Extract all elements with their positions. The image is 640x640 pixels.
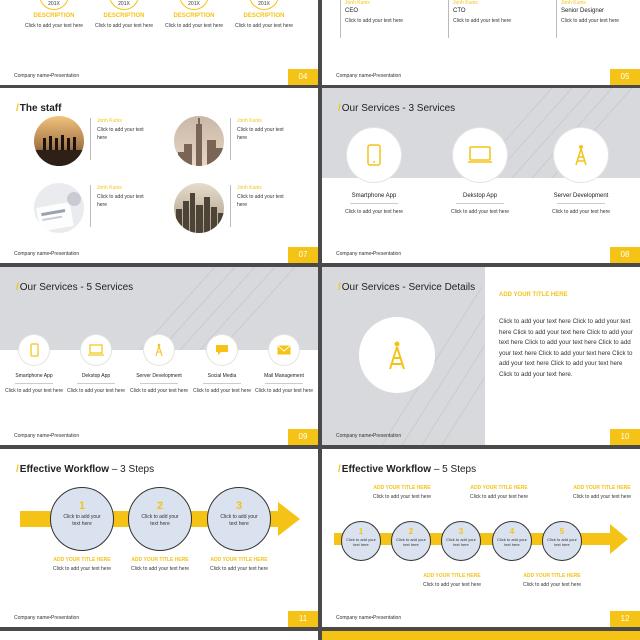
service-text: Click to add your text here: [551, 209, 611, 215]
slide-09[interactable]: [0, 267, 318, 445]
service-item: [4, 335, 64, 395]
step-heading: ADD YOUR TITLE HERE: [373, 485, 431, 491]
staff-info: [230, 118, 290, 160]
staff-photo: [174, 116, 224, 166]
column-heading: DESCRIPTION: [243, 13, 285, 19]
service-circle: [207, 335, 237, 365]
slide-11[interactable]: [0, 449, 318, 627]
year-badge: 201X: [109, 0, 139, 10]
step-number: 1: [78, 500, 86, 512]
smartphone-icon: [30, 343, 39, 357]
workflow-step: [128, 487, 192, 551]
service-text: Click to add your text here: [4, 388, 64, 394]
divider: [15, 383, 53, 384]
slide-title: /Effective Workflow – 3 Steps: [16, 464, 155, 475]
smartphone-icon: [367, 144, 381, 166]
column-heading: DESCRIPTION: [33, 13, 75, 19]
service-text: Click to add your text here: [254, 388, 314, 394]
service-circle: [453, 128, 507, 182]
page-number: 09: [288, 429, 318, 445]
timeline-column: [94, 0, 154, 30]
staff-name: Jonh Kunis: [237, 118, 262, 124]
team-member: [556, 0, 634, 38]
step-caption: Click to add your text here: [209, 566, 269, 572]
member-name: Jonh Kunis: [561, 0, 586, 6]
step-heading: ADD YOUR TITLE HERE: [423, 573, 481, 579]
year-badge: 201X: [249, 0, 279, 10]
tower-icon: [573, 144, 589, 166]
slide-04[interactable]: [0, 0, 318, 85]
detail-body: Click to add your text here Click to add your text here Click to add your text here Click to add your text here Click to add your text here Click to add your text here Click to add your text here Click to add your text here Click to add your text here Click to add your text here.: [499, 318, 633, 378]
step-heading: ADD YOUR TITLE HERE: [470, 485, 528, 491]
slide-title: /Our Services - Service Details: [338, 282, 476, 293]
staff-info: [90, 185, 150, 227]
step-label: [412, 573, 492, 589]
step-heading: ADD YOUR TITLE HERE: [53, 557, 111, 563]
slide-title: /The staff: [16, 103, 62, 114]
workflow-step: [441, 521, 481, 561]
footer-text: Company name•Presentation: [14, 251, 80, 257]
column-heading: DESCRIPTION: [173, 13, 215, 19]
step-caption: Click to add your text here: [130, 566, 190, 572]
step-heading: ADD YOUR TITLE HERE: [131, 557, 189, 563]
staff-info: [230, 185, 290, 227]
slide-title: /Our Services - 5 Services: [16, 282, 134, 293]
service-circle: [81, 335, 111, 365]
step-caption: Click to add your text here: [469, 494, 529, 500]
column-text: Click to add your text here: [234, 23, 294, 29]
step-caption: Click to add your text here: [522, 582, 582, 588]
divider: [456, 203, 504, 204]
staff-text: Click to add your text here: [97, 127, 144, 141]
slide-07[interactable]: [0, 88, 318, 263]
divider: [557, 203, 605, 204]
workflow-step: [50, 487, 114, 551]
staff-photo: [34, 116, 84, 166]
column-heading: DESCRIPTION: [103, 13, 145, 19]
slide-title: /Our Services - 3 Services: [338, 103, 456, 114]
workflow-step: [542, 521, 582, 561]
tower-icon: [386, 340, 408, 370]
service-text: Click to add your text here: [129, 388, 189, 394]
service-label: Social Media: [207, 373, 237, 379]
step-heading: ADD YOUR TITLE HERE: [573, 485, 631, 491]
footer-text: Company name•Presentation: [14, 73, 80, 79]
step-text: Click to add your text here: [446, 537, 476, 547]
workflow-step: [341, 521, 381, 561]
divider: [140, 383, 178, 384]
step-number: 3: [458, 527, 464, 536]
team-member: [448, 0, 526, 38]
staff-name: Jonh Kunis: [97, 118, 122, 124]
year-badge: 201X: [39, 0, 69, 10]
team-member: [340, 0, 418, 38]
service-item: [440, 128, 520, 216]
step-number: 1: [358, 527, 364, 536]
workflow-step: [207, 487, 271, 551]
service-circle: [19, 335, 49, 365]
slide-12[interactable]: [322, 449, 640, 627]
member-text: Click to add your text here: [345, 18, 404, 24]
step-number: 5: [559, 527, 565, 536]
step-number: 2: [408, 527, 414, 536]
detail-panel: [322, 267, 485, 445]
slide-title: /Effective Workflow – 5 Steps: [338, 464, 477, 475]
timeline-column: [234, 0, 294, 30]
year-badge: 201X: [179, 0, 209, 10]
next-slide-preview[interactable]: [0, 631, 318, 640]
mail-icon: [277, 345, 291, 355]
column-text: Click to add your text here: [164, 23, 224, 29]
step-label: [562, 485, 640, 501]
detail-circle: [359, 317, 435, 393]
page-number: 11: [288, 611, 318, 627]
step-caption: Click to add your text here: [372, 494, 432, 500]
service-item: [254, 335, 314, 395]
service-item: [334, 128, 414, 216]
service-circle: [554, 128, 608, 182]
timeline-column: [24, 0, 84, 30]
staff-text: Click to add your text here: [237, 194, 284, 208]
step-number: 2: [156, 500, 164, 512]
step-text: Click to add your text here: [220, 514, 258, 527]
step-text: Click to add your text here: [396, 537, 426, 547]
step-text: Click to add your text here: [497, 537, 527, 547]
step-label: [42, 557, 122, 573]
divider: [350, 203, 398, 204]
member-role: Senior Designer: [561, 8, 605, 14]
step-text: Click to add your text here: [346, 537, 376, 547]
divider: [203, 383, 241, 384]
page-number: 12: [610, 611, 640, 627]
arrow-head-icon: [278, 502, 300, 536]
timeline-column: [164, 0, 224, 30]
service-label: Smartphone App: [15, 373, 53, 379]
laptop-icon: [467, 146, 493, 164]
member-role: CEO: [345, 8, 359, 14]
laptop-icon: [88, 344, 104, 356]
footer-text: Company name•Presentation: [336, 251, 402, 257]
member-text: Click to add your text here: [453, 18, 512, 24]
step-text: Click to add your text here: [547, 537, 577, 547]
step-caption: Click to add your text here: [572, 494, 632, 500]
footer-text: Company name•Presentation: [336, 433, 402, 439]
step-label: [459, 485, 539, 501]
step-number: 3: [235, 500, 243, 512]
page-number: 10: [610, 429, 640, 445]
staff-text: Click to add your text here: [237, 127, 284, 141]
footer-text: Company name•Presentation: [336, 615, 402, 621]
step-label: [120, 557, 200, 573]
service-item: [541, 128, 621, 216]
step-heading: ADD YOUR TITLE HERE: [210, 557, 268, 563]
step-caption: Click to add your text here: [52, 566, 112, 572]
service-circle: [144, 335, 174, 365]
workflow-step: [391, 521, 431, 561]
member-text: Click to add your text here: [561, 18, 620, 24]
member-name: Jonh Kunis: [345, 0, 370, 6]
step-label: [512, 573, 592, 589]
service-label: Server Development: [553, 193, 609, 199]
page-number: 04: [288, 69, 318, 85]
staff-text: Click to add your text here: [97, 194, 144, 208]
column-text: Click to add your text here: [24, 23, 84, 29]
page-number: 07: [288, 247, 318, 263]
step-number: 4: [509, 527, 515, 536]
service-text: Click to add your text here: [66, 388, 126, 394]
slide-08[interactable]: [322, 88, 640, 263]
service-item: [129, 335, 189, 395]
tower-icon: [154, 343, 164, 357]
chat-icon: [215, 344, 229, 356]
service-text: Click to add your text here: [192, 388, 252, 394]
slide-10[interactable]: [322, 267, 640, 445]
service-item: [66, 335, 126, 395]
divider: [265, 383, 303, 384]
column-text: Click to add your text here: [94, 23, 154, 29]
service-circle: [269, 335, 299, 365]
footer-text: Company name•Presentation: [14, 615, 80, 621]
step-label: [362, 485, 442, 501]
workflow-step: [492, 521, 532, 561]
service-text: Click to add your text here: [344, 209, 404, 215]
divider: [77, 383, 115, 384]
staff-photo: [34, 183, 84, 233]
service-label: Smartphone App: [351, 193, 397, 199]
step-caption: Click to add your text here: [422, 582, 482, 588]
footer-text: Company name•Presentation: [336, 73, 402, 79]
service-label: Mail Management: [264, 373, 304, 379]
slide-05[interactable]: [322, 0, 640, 85]
step-heading: ADD YOUR TITLE HERE: [523, 573, 581, 579]
member-role: CTO: [453, 8, 466, 14]
staff-photo: [174, 183, 224, 233]
arrow-head-icon: [610, 524, 628, 554]
staff-info: [90, 118, 150, 160]
service-item: [192, 335, 252, 395]
service-label: Dekstop App: [462, 193, 498, 199]
staff-name: Jonh Kunis: [97, 185, 122, 191]
service-text: Click to add your text here: [450, 209, 510, 215]
service-label: Server Development: [136, 373, 182, 379]
staff-name: Jonh Kunis: [237, 185, 262, 191]
service-label: Dekstop App: [81, 373, 111, 379]
step-text: Click to add your text here: [141, 514, 179, 527]
step-text: Click to add your text here: [63, 514, 101, 527]
page-number: 08: [610, 247, 640, 263]
next-slide-preview[interactable]: [322, 631, 640, 640]
step-label: [199, 557, 279, 573]
page-number: 05: [610, 69, 640, 85]
detail-title: ADD YOUR TITLE HERE: [499, 292, 568, 298]
footer-text: Company name•Presentation: [14, 433, 80, 439]
service-circle: [347, 128, 401, 182]
member-name: Jonh Kunis: [453, 0, 478, 6]
